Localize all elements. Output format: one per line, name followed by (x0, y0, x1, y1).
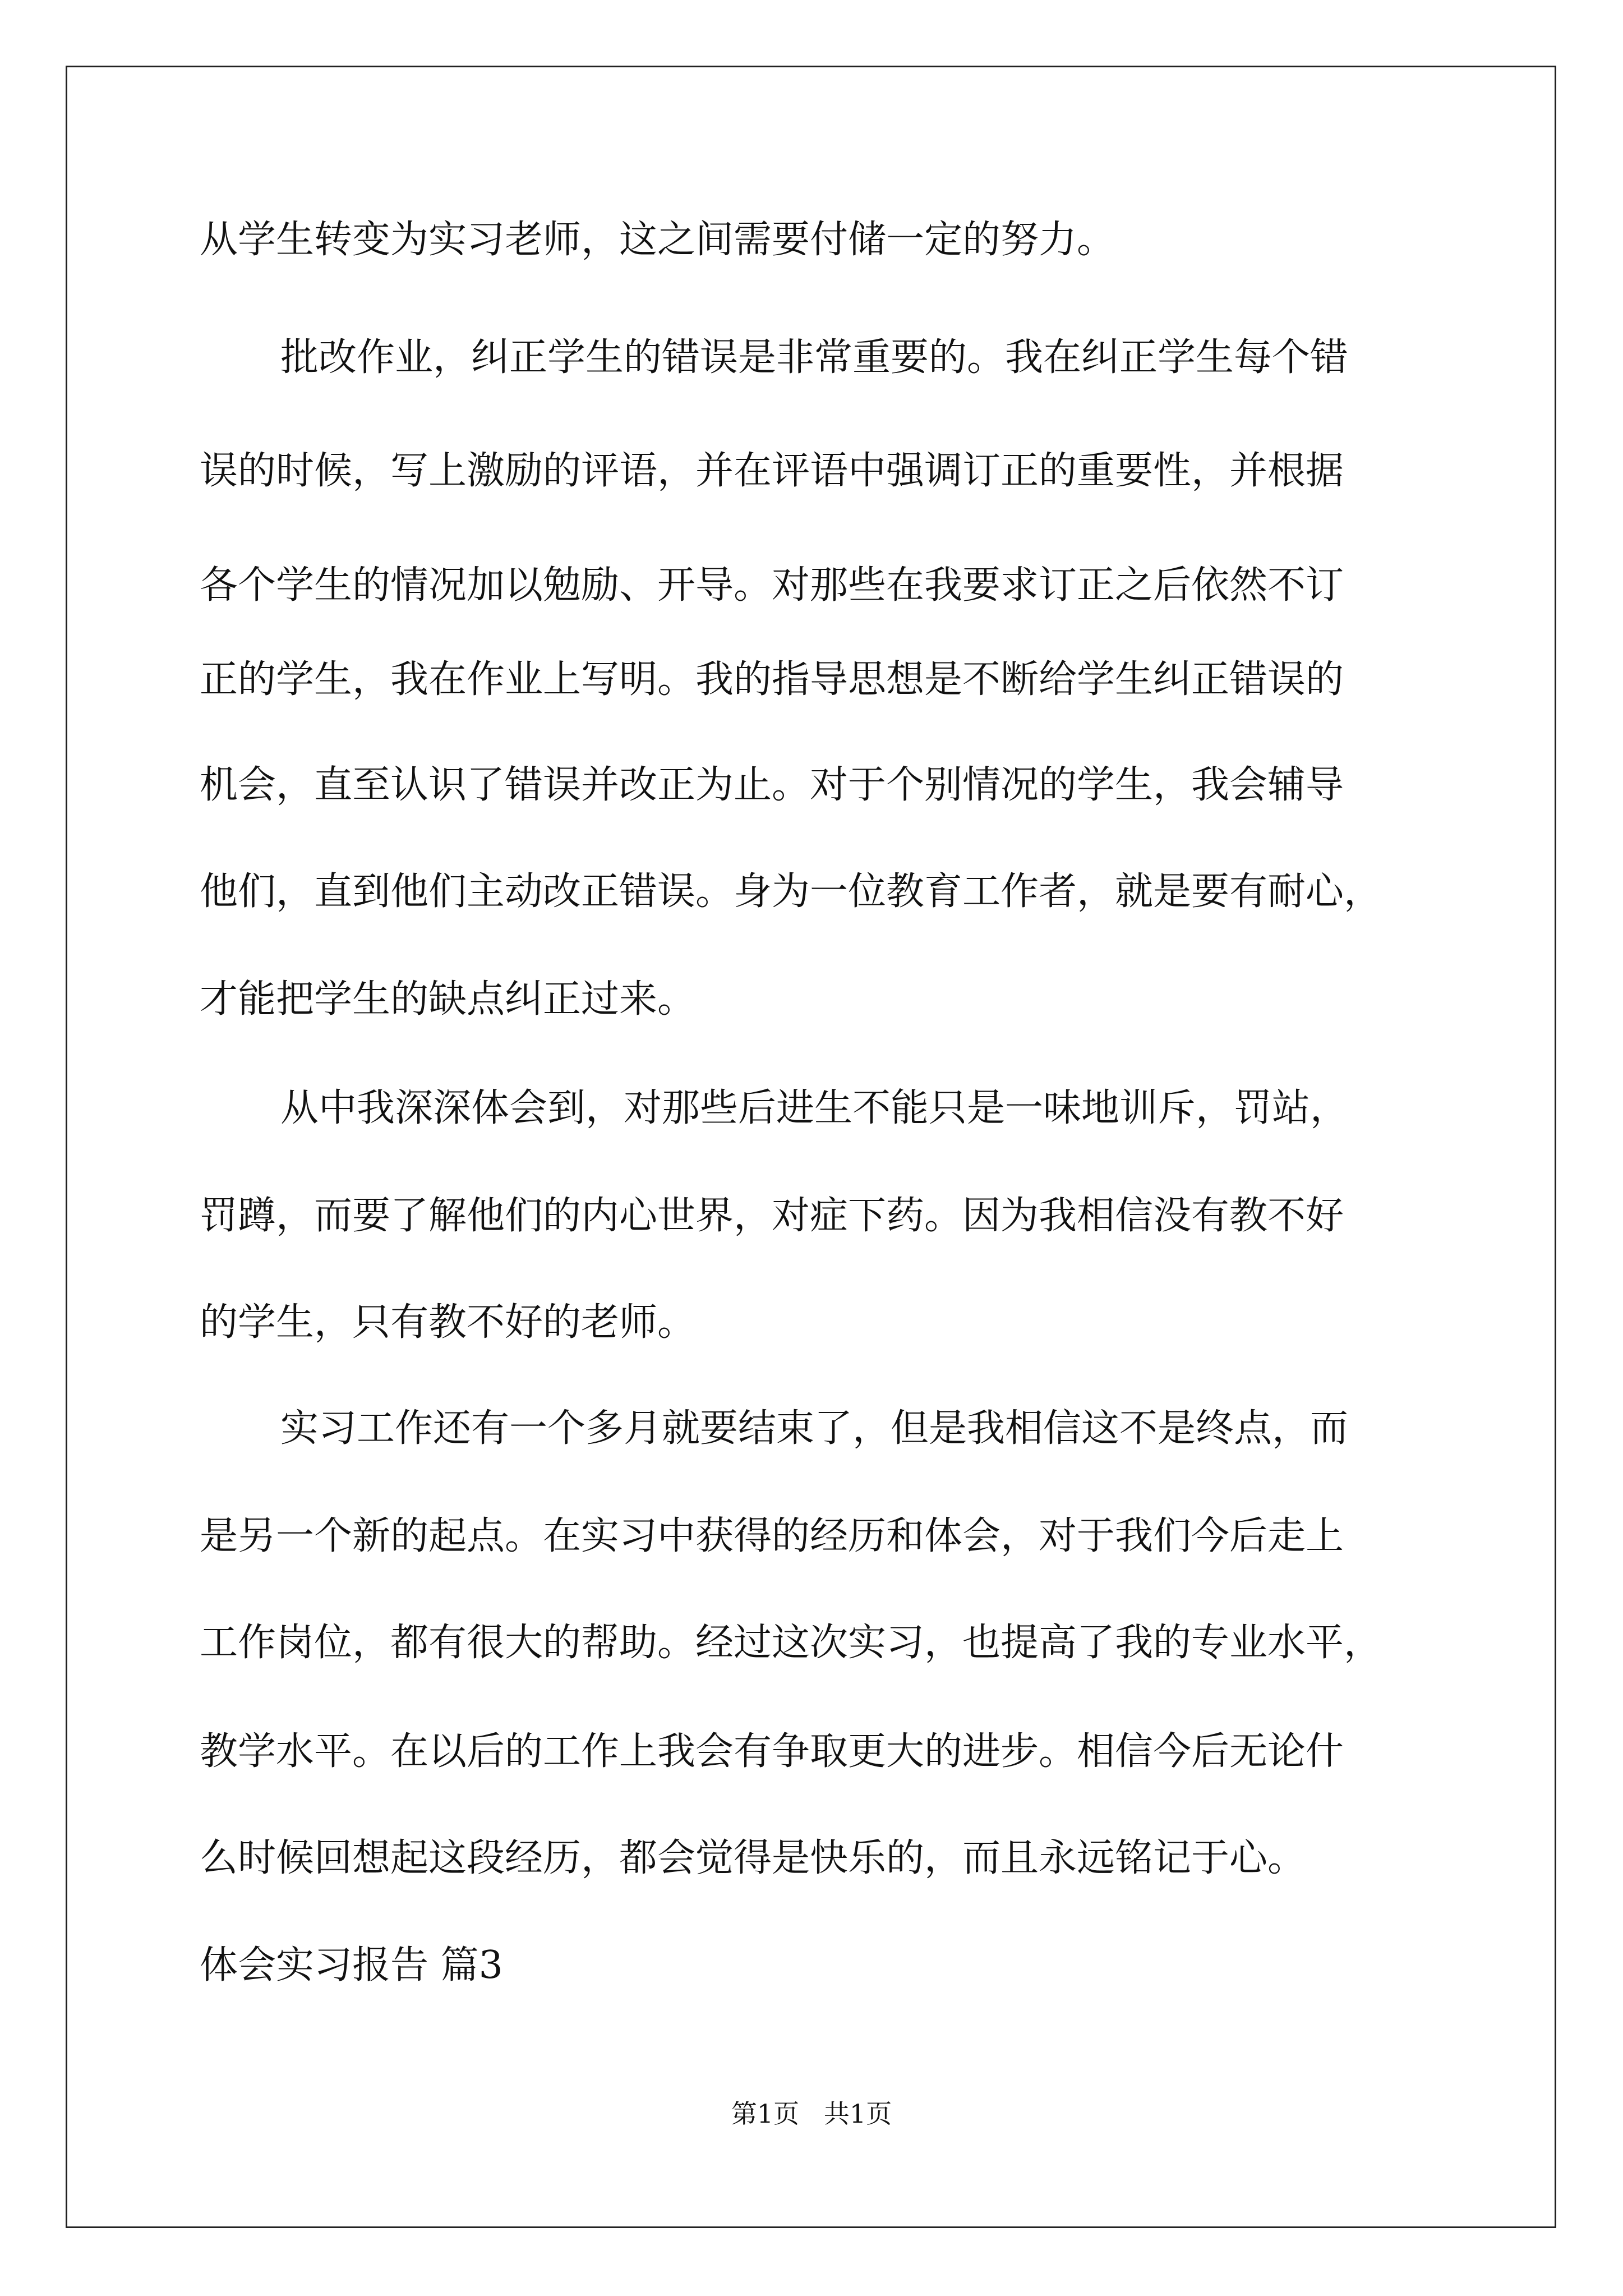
section-heading: 体会实习报告 篇3 (200, 1943, 503, 1987)
paragraph-start-line: 从中我深深体会到，对那些后进生不能只是一味地训斥，罚站， (280, 1086, 1349, 1130)
text-line: 他们，直到他们主动改正错误。身为一位教育工作者，就是要有耐心， (200, 869, 1382, 914)
text-line: 正的学生，我在作业上写明。我的指导思想是不断给学生纠正错误的 (200, 657, 1344, 702)
text-line: 误的时候，写上激励的评语，并在评语中强调订正的重要性，并根据 (200, 449, 1344, 493)
paragraph-start-line: 批改作业，纠正学生的错误是非常重要的。我在纠正学生每个错 (280, 335, 1349, 380)
text-line: 各个学生的情况加以勉励、开导。对那些在我要求订正之后依然不订 (200, 563, 1344, 608)
text-line: 么时候回想起这段经历，都会觉得是快乐的，而且永远铭记于心。 (200, 1836, 1306, 1880)
text-line: 罚蹲，而要了解他们的内心世界，对症下药。因为我相信没有教不好 (200, 1194, 1344, 1238)
text-line: 是另一个新的起点。在实习中获得的经历和体会，对于我们今后走上 (200, 1514, 1344, 1558)
text-line: 的学生，只有教不好的老师。 (200, 1300, 696, 1345)
text-line: 从学生转变为实习老师，这之间需要付储一定的努力。 (200, 218, 1115, 262)
paragraph-start-line: 实习工作还有一个多月就要结束了，但是我相信这不是终点，而 (280, 1406, 1349, 1451)
page-footer: 第1页 共1页 (731, 2099, 892, 2129)
text-line: 教学水平。在以后的工作上我会有争取更大的进步。相信今后无论什 (200, 1729, 1344, 1774)
page-border (66, 66, 1556, 2228)
text-line: 工作岗位，都有很大的帮助。经过这次实习，也提高了我的专业水平， (200, 1621, 1382, 1665)
text-line: 机会，直至认识了错误并改正为止。对于个别情况的学生，我会辅导 (200, 763, 1344, 807)
text-line: 才能把学生的缺点纠正过来。 (200, 977, 696, 1022)
